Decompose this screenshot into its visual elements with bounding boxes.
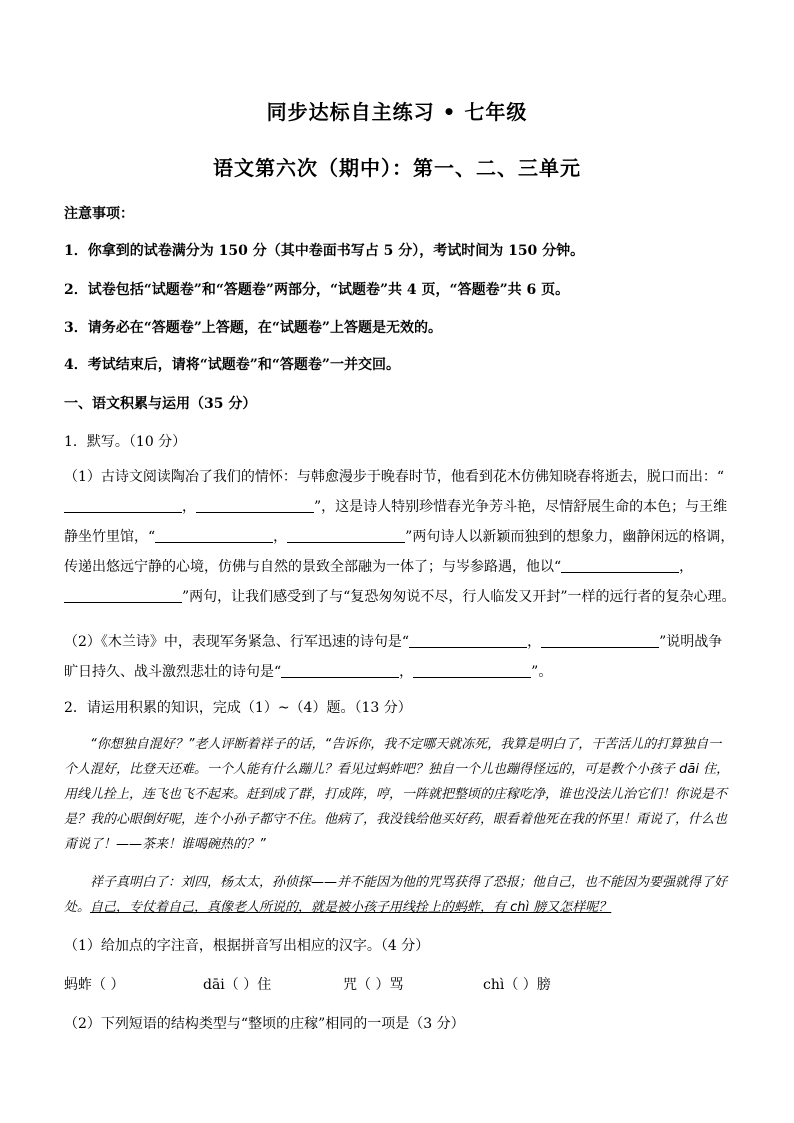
note-item-4: 4．考试结束后，请将“试题卷”和“答题卷”一并交回。 [64,357,400,373]
answer-blank[interactable] [561,557,679,573]
question-1-part-2 [64,627,736,687]
answer-blank[interactable] [541,632,659,648]
reading-passage-paragraph-1: “你想独自混好？”老人评断着祥子的话，“告诉你，我不定哪天就冻死，我算是明白了，干苦活儿的打算独自一个人混好，比登天还难。一个人能有什么蹦儿？看见过蚂蚱吧？独自一个儿也蹦得怪远的，可是教个小孩子 dāi 住，用线儿拴上，连飞也飞不起来。赶到成了群，打成阵，哼，一阵就把整顷的庄稼吃净，谁也没法儿治它们！你说是不是？我的心眼倒好呢，连个小孙子都守不住。他病了，我没钱给他买好药，眼看着他死在我的怀里！甭说了，什么也甭说了！——茶来！谁喝碗热的？” [64,737,730,852]
q1p1-text-g: ”两句，让我们感受到了与“复恐匆匆说不尽，行人临发又开封”一样的远行者的复杂心理。 [182,589,736,605]
answer-blank[interactable] [155,527,273,543]
answer-blank[interactable] [281,662,399,678]
phonetic-item-2: dāi（ ）住 [203,977,272,993]
answer-blank[interactable] [64,497,182,513]
note-item-3: 3．请务必在“答题卷”上答题，在“试题卷”上答题是无效的。 [64,320,442,336]
notes-heading: 注意事项： [64,206,134,222]
answer-blank[interactable] [413,662,531,678]
question-2-sub-1: （1）给加点的字注音，根据拼音写出相应的汉字。（4 分） [64,938,430,954]
question-2-sub-2: （2）下列短语的结构类型与“整顷的庄稼”相同的一项是（3 分） [64,1016,465,1032]
passage-underlined-sentence: 自己，专仗着自己，真像老人所说的，就是被小孩子用线拴上的蚂蚱，有 chì 膀又怎样呢？ [90,900,612,915]
question-2-title: 2．请运用积累的知识，完成（1）~（4）题。（13 分） [64,700,412,716]
q1p2-text-d: ， [399,664,414,680]
note-item-1: 1．你拿到的试卷满分为 150 分（其中卷面书写占 5 分），考试时间为 150 分钟。 [64,243,585,259]
q1p1-text-b: ， [182,499,196,515]
q1p1-text-a: （1）古诗文阅读陶冶了我们的情怀：与韩愈漫步于晚春时节，他看到花木仿佛知晓春将逝去，脱口而出：“ [64,469,725,485]
phonetic-item-3: 咒（ ）骂 [343,977,404,993]
q1p2-text-a: （2）《木兰诗》中，表现军务紧急、行军迅速的诗句是“ [64,634,410,650]
q1p1-text-e: ”两句诗人以新颖而独到的想象力，幽静闲远的格调，传递出悠远宁静的心境，仿佛与自然的景致全部融为一体了；与岑参路遇，他以“ [64,529,735,575]
reading-passage-paragraph-2 [64,870,734,920]
q1p2-text-e: ”。 [531,664,553,680]
question-1-title: 1．默写。（10 分） [64,434,187,450]
answer-blank[interactable] [287,527,405,543]
passage-plain-text: 祥子真明白了：刘四，杨太太，孙侦探——并不能因为他的咒骂获得了恐报；他自己，也不能因为要强就得了好处。 [64,875,728,915]
q1p2-text-b: ， [527,634,542,650]
phonetic-item-4: chì（ ）膀 [483,977,551,993]
q1p1-text-f: ， [679,559,694,575]
exam-title: 同步达标自主练习 • 七年级 [266,100,528,124]
answer-blank[interactable] [196,497,314,513]
question-1-part-1 [64,462,736,612]
q1p2-text-c: ”说明战争旷日持久、战斗激烈悲壮的诗句是“ [64,634,723,680]
answer-blank[interactable] [409,632,527,648]
answer-blank[interactable] [64,587,182,603]
q1p1-text-d: ， [273,529,288,545]
exam-subtitle: 语文第六次（期中）：第一、二、三单元 [213,156,581,180]
note-item-2: 2．试卷包括“试题卷”和“答题卷”两部分，“试题卷”共 4 页，“答题卷”共 6 页。 [64,282,570,298]
section-heading: 一、语文积累与运用（35 分） [64,396,257,412]
q1p1-text-c: ”，这是诗人特别珍惜春光争芳斗艳，尽情舒展生命的本色；与王维静坐竹里馆，“ [64,499,728,545]
phonetic-item-1: 蚂蚱（ ） [64,977,125,993]
